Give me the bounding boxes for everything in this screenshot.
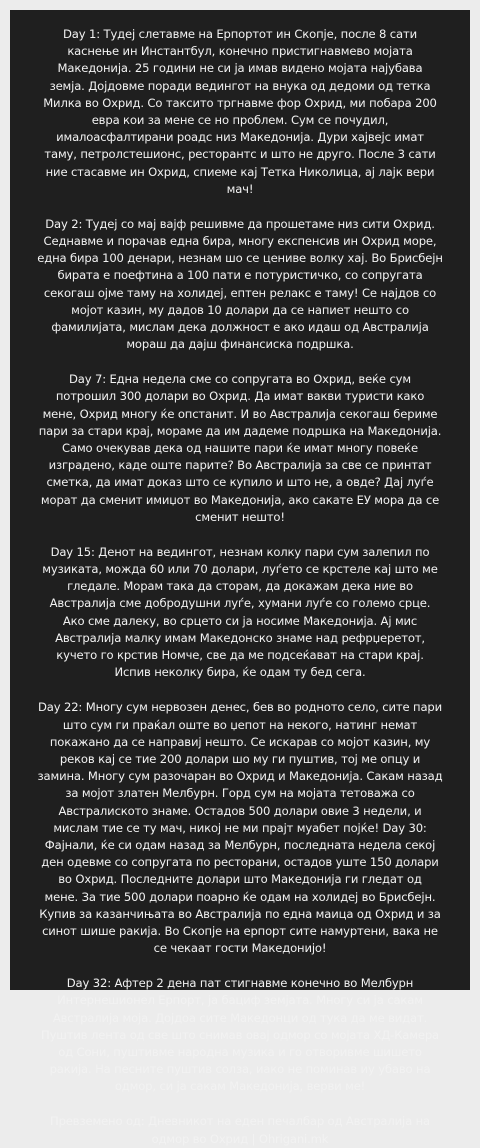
diary-entry-day-15: Day 15: Денот на ведингот, незнам колку пари сум залепил по музиката, можда 60 или 70 долари, луѓето се крстеле кај што ме гледале. Морам така да сторам, да докажам дека ние во Австралија сме добродушни луѓе, хумани луѓе со големо срце. Ако сме далеку, во срцето си ја носиме Македонија. Ај мис Австралија малку имам Македонско знаме над рефрџеретот, кучето го крстив Номче, све да ме подсеќават на стари крај. Испив неколку бира, ќе одам ту бед сега.: [42, 544, 438, 680]
diary-entry-day-22-30: Day 22: Многу сум нервозен денес, бев во родното село, сите пари што сум ги праќал оште во џепот на некого, натинг немат покажано да се направиј нешто. Се искарав со мојот казин, му реков кај се тие 200 долари шо му ги пуштив, тој ме опцу и замина. Многу сум разочаран во Охрид и Македонија. Сакам назад за мојот златен Мелбурн. Горд сум на мојата тетоважа со Австралиското знаме. Остадов 500 долари овие 3 недели, и мислам тие се ту мач, никој не ми прајт муабет појќе! Day 30: Фајнали, ќе си одам назад за Мелбурн, последната недела секој ден одевме со сопругата по ресторани, остадов уште 150 долари во Охрид. Последните долари што Македонија ги гледат од мене. За тие 500 долари поарно ќе одам на холидеј во Брисбејн. Купив за казанчињата во Австралија по една маица од Охрид и за синот шише ракија. Во Скопје на ерпорт сите намуртени, вака не се чекаат гости Македонијо!: [37, 700, 443, 956]
diary-entry-day-32: Day 32: Афтер 2 дена пат стигнавме конечно во Мелбурн Интернешионел Ерпорт, ја бациф земјата. Многу си ја сакам Австралија моја. Дојдоа сите Македонци од тука да ме видат. Пуштив лента од све што снимав овај одмор со мојата ХД-Камера од Сони, пуштивме народна музика и го отворивме шишето ракија. На песните пуштив солза, иако не поминав иу убаво на одмор, си ја сакам Македонија, верви ме!: [41, 976, 439, 1094]
diary-entry-day-1: Day 1: Тудеј слетавме на Ерпортот ин Скопје, после 8 сати каснење ин Инстантбул, конечно пристигнавмево мојата Македонија. 25 години не си ја имав видено мојата најубава земја. Дојдовме поради ведингот на внука од дедоми од тетка Милка во Охрид. Со таксито тргнавме фор Охрид, ми побара 200 евра кои за мене се но проблем. Сум се почудил, ималоасфалтирани роадс низ Македонија. Дури хајвејс имат таму, петролстешионс, ресторантс и што не друго. После 3 сати ние стасавме ин Охрид, спиеме кај Тетка Николица, ај лајк вери мач!: [43, 27, 437, 196]
diary-entry-day-2: Day 2: Тудеј со мај вајф решивме да прошетаме низ сити Охрид. Седнавме и порачав една бира, многу експенсив ин Охрид море, една бира 100 денари, незнам шо се цениве волку хај. Во Брисбејн бирата е поефтина а 100 пати е потуристичко, со сопругата секогаш ојме таму на холидеј, ептен релакс е таму! Се најдов со мојот казин, му дадов 10 долари да се напиет нешто со фамилијата, мислам дека должност е ако идаш од Австралија мораш да дајш финансиска подршка.: [37, 216, 443, 352]
source-credit: Превземено од: Дневникот на еден печалбар од Австралија на одмор во Охрид | Ohrigani.mk: [50, 1114, 430, 1146]
diary-post-card: [10, 10, 470, 1146]
diary-entry-day-7: Day 7: Една недела сме со сопругата во Охрид, веќе сум потрошил 300 долари во Охрид. Да имат вакви туристи како мене, Охрид многу ќе опстанит. И во Австралија секогаш бериме пари за стари крај, мораме да им дадеме подршка на Македонија. Само очекував дека од нашите пари ќе имат многу повеќе изградено, каде оште парите? Во Австралија за све се принтат сметка, да имат доказ што се купило и што не, а овде? Дај луѓе морат да сменит имиџот во Македонија, ако сакате ЕУ мора да се сменит нешто!: [38, 372, 442, 524]
